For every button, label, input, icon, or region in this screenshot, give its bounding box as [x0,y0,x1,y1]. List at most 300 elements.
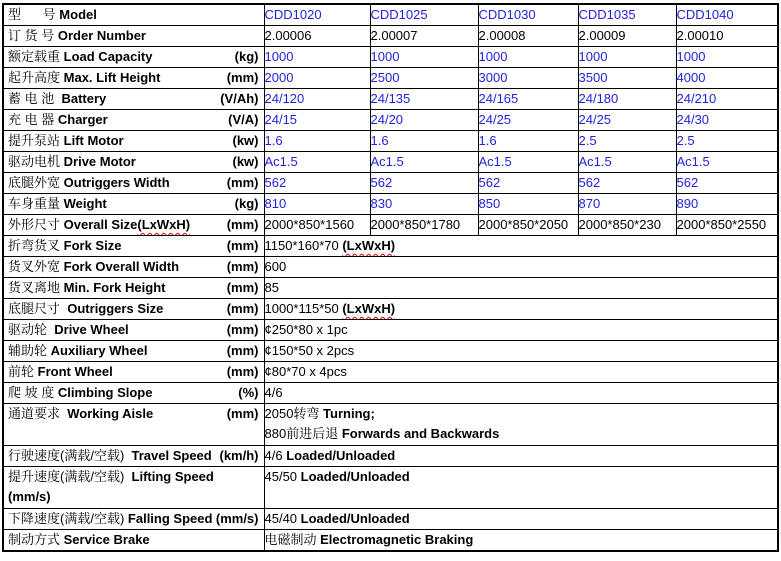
label-en: Lift Motor [63,133,124,148]
value-text: 24/210 [676,91,717,106]
value-cell [264,299,778,320]
row-label [3,194,264,215]
label-cn: 提升速度(满载/空载) [8,469,128,484]
value-text: CDD1040 [676,7,734,22]
table-row [3,383,778,404]
row-label-wrap [4,467,264,507]
value-segment: (LxWxH) [342,301,396,316]
value-cell [370,68,478,89]
label-unit: (mm) [226,322,259,337]
value-text: 2.5 [578,133,597,148]
row-label [3,152,264,173]
table-row [3,4,778,26]
row-label-wrap [4,530,264,550]
row-label [3,278,264,299]
value-cell [264,320,778,341]
label-unit: (mm) [226,175,259,190]
label-en: Travel Speed [131,448,212,463]
value-cell [676,110,778,131]
row-label [3,68,264,89]
label-en: Order Number [57,28,146,43]
row-label-text [8,68,160,88]
label-en: Model [59,7,97,22]
label-en: Falling Speed [127,511,213,526]
value-cell [676,194,778,215]
row-label-text [8,152,136,172]
value-text: 24/135 [370,91,411,106]
value-cell [676,4,778,26]
value-segment: ¢80*70 x 4pcs [264,364,347,379]
value-text: 3000 [478,70,508,85]
value-cell [264,26,370,47]
row-label [3,509,264,530]
value-text: 1.6 [370,133,389,148]
value-cell [264,404,778,446]
label-cn: 前轮 [8,364,35,379]
row-label-text [8,26,146,46]
row-label-wrap [4,509,264,529]
table-row [3,509,778,530]
value-cell [370,4,478,26]
value-text: 3500 [578,70,608,85]
value-segment: Electromagnetic Braking [320,532,474,547]
value-cell [264,89,370,110]
value-cell [264,257,778,278]
value-segment: Forwards and Backwards [341,426,500,441]
value-text: 2000*850*230 [578,217,661,232]
table-row [3,68,778,89]
row-label [3,47,264,68]
row-label-text [8,341,147,361]
value-text: 870 [578,196,601,211]
value-text: 2000 [264,70,294,85]
value-line [265,530,778,550]
value-text: Ac1.5 [370,154,404,169]
value-text: 24/15 [264,112,298,127]
label-unit: (mm/s) [215,511,259,526]
spec-table [2,3,779,552]
value-segment: 2050 [264,406,294,421]
table-row [3,131,778,152]
value-line [265,299,778,319]
label-en: Overall Size [63,217,138,232]
value-text: CDD1035 [578,7,636,22]
value-line [265,236,778,256]
row-label-text [8,530,150,550]
value-cell [478,131,578,152]
value-text: 2.00008 [478,28,526,43]
value-cell [676,89,778,110]
row-label-wrap [4,194,264,214]
label-unit: (mm) [226,70,259,85]
label-en: Max. Lift Height [63,70,161,85]
value-line [265,257,778,277]
value-segment: Loaded/Unloaded [300,469,410,484]
table-row [3,278,778,299]
table-row [3,299,778,320]
value-text: 2.00009 [578,28,626,43]
value-text: 2.00007 [370,28,418,43]
row-label-wrap [4,383,264,403]
label-cn: 车身重量 [8,196,61,211]
label-cn: 爬 坡 度 [8,385,55,400]
label-unit: (mm) [226,343,259,358]
label-unit: (mm) [226,364,259,379]
label-en: Battery [61,91,107,106]
row-label-wrap [4,299,264,319]
value-text: 1000 [264,49,294,64]
value-text: 1000 [578,49,608,64]
value-text: 1000 [676,49,706,64]
value-segment: 45/50 [264,469,301,484]
label-en: Weight [63,196,107,211]
row-label-wrap [4,152,264,172]
label-cn: 外形尺寸 [8,217,61,232]
spec-table-body [3,4,778,551]
label-en: Lifting Speed [131,469,214,484]
row-label-text [8,89,106,109]
row-label-wrap [4,362,264,382]
label-en: Front Wheel [37,364,113,379]
value-cell [676,215,778,236]
label-cn: 驱动电机 [8,154,61,169]
row-label [3,383,264,404]
value-text: Ac1.5 [676,154,710,169]
value-cell [370,26,478,47]
value-cell [264,509,778,530]
value-segment: 1150*160*70 [264,238,343,253]
value-text: Ac1.5 [264,154,298,169]
row-label-text [8,5,97,25]
value-cell [478,110,578,131]
value-segment: 转弯 [293,406,324,421]
value-cell [478,68,578,89]
label-cn: 行驶速度(满载/空载) [8,448,128,463]
value-cell [578,152,676,173]
row-label-text [8,404,153,424]
value-text: 890 [676,196,699,211]
table-row [3,341,778,362]
table-row [3,152,778,173]
value-text: 850 [478,196,501,211]
row-label [3,257,264,278]
value-segment: 4/6 [264,385,283,400]
value-cell [578,110,676,131]
label-unit: (mm) [226,301,259,316]
value-segment: Loaded/Unloaded [300,511,410,526]
value-cell [578,68,676,89]
row-label-text [8,446,212,466]
row-label-text [8,299,163,319]
table-row [3,173,778,194]
row-label [3,404,264,446]
table-row [3,110,778,131]
row-label-text [8,131,124,151]
label-cn: 货叉离地 [8,280,61,295]
table-row [3,446,778,467]
label-en: Drive Motor [63,154,136,169]
value-line [265,467,778,487]
value-text: 24/20 [370,112,404,127]
label-en: Climbing Slope [57,385,153,400]
row-label [3,530,264,552]
row-label [3,173,264,194]
value-cell [370,47,478,68]
value-text: 2.00006 [264,28,312,43]
value-line [265,383,778,403]
value-line [265,509,778,529]
row-label-wrap [4,47,264,67]
value-segment: Turning; [323,406,375,421]
value-line [265,320,778,340]
label-en: Charger [57,112,108,127]
label-unit: (%) [238,385,259,400]
value-segment: 45/40 [264,511,301,526]
label-en: Fork Size [63,238,122,253]
value-line [265,341,778,361]
value-cell [264,341,778,362]
value-line [265,362,778,382]
row-label [3,89,264,110]
table-row [3,26,778,47]
value-cell [370,152,478,173]
label-cn: 制动方式 [8,532,61,547]
value-text: 24/25 [578,112,612,127]
value-cell [370,131,478,152]
label-cn: 底腿外宽 [8,175,61,190]
value-text: 562 [264,175,287,190]
row-label-text [8,467,214,487]
value-segment: 1000*115*50 [264,301,343,316]
label-en: Drive Wheel [54,322,129,337]
value-cell [578,89,676,110]
row-label [3,362,264,383]
value-cell [264,194,370,215]
value-cell [264,110,370,131]
row-label-text [8,383,152,403]
label-unit: (kw) [232,133,259,148]
value-text: CDD1030 [478,7,536,22]
row-label-wrap [4,173,264,193]
row-label [3,341,264,362]
value-cell [676,152,778,173]
row-label [3,131,264,152]
table-row [3,404,778,446]
value-text: 2.00010 [676,28,724,43]
value-cell [578,173,676,194]
label-en: Load Capacity [63,49,153,64]
value-text: 2000*850*2550 [676,217,767,232]
table-row [3,530,778,552]
value-cell [370,173,478,194]
row-label-text [8,110,108,130]
label-cn: 通道要求 [8,406,64,421]
value-text: 24/25 [478,112,512,127]
value-cell [370,215,478,236]
table-row [3,89,778,110]
label-cn: 额定载重 [8,49,61,64]
label-unit: (kg) [234,196,259,211]
row-label [3,110,264,131]
row-label-wrap [4,89,264,109]
value-text: 2000*850*1560 [264,217,355,232]
value-text: 24/165 [478,91,519,106]
value-cell [264,467,778,509]
value-cell [578,4,676,26]
label-cn: 下降速度(满载/空载) [8,511,125,526]
row-label [3,320,264,341]
value-cell [578,47,676,68]
row-label-wrap [4,404,264,424]
value-text: 1.6 [478,133,497,148]
value-cell [264,236,778,257]
row-label [3,467,264,509]
value-cell [264,131,370,152]
value-text: 2000*850*2050 [478,217,569,232]
row-label-wrap [4,110,264,130]
table-row [3,467,778,509]
row-label [3,215,264,236]
row-label [3,26,264,47]
row-label-text [8,320,129,340]
label-cn: 型 号 [8,7,56,22]
value-cell [478,173,578,194]
value-text: 562 [578,175,601,190]
row-label-wrap [4,320,264,340]
label-unit: (mm) [226,406,259,421]
value-segment: 4/6 [264,448,287,463]
row-label-wrap [4,5,264,25]
label-en: Outriggers Width [63,175,170,190]
row-label [3,299,264,320]
table-row [3,194,778,215]
value-cell [478,47,578,68]
value-text: 2500 [370,70,400,85]
table-row [3,215,778,236]
label-unit: (V/Ah) [220,91,259,106]
value-text: Ac1.5 [478,154,512,169]
label-en: Fork Overall Width [63,259,180,274]
value-text: 562 [478,175,501,190]
label-en: Auxiliary Wheel [50,343,148,358]
label-unit: (mm) [226,259,259,274]
value-cell [478,4,578,26]
label-unit: (kw) [232,154,259,169]
label-unit: (km/h) [219,448,259,463]
value-text: 1000 [478,49,508,64]
value-cell [578,194,676,215]
table-row [3,236,778,257]
row-label-text [8,215,190,235]
value-cell [264,173,370,194]
label-unit: (V/A) [228,112,259,127]
value-text: 1000 [370,49,400,64]
value-segment: 电磁制动 [264,532,321,547]
value-line [265,404,778,424]
row-label-text [8,257,179,277]
value-segment: (LxWxH) [342,238,396,253]
row-label [3,4,264,26]
value-segment: 前进后退 [286,426,342,441]
value-cell [676,173,778,194]
row-label-text [8,278,165,298]
label-unit: (mm/s) [8,489,51,504]
value-cell [478,194,578,215]
value-text: CDD1025 [370,7,428,22]
value-text: 4000 [676,70,706,85]
label-cn: 蓄 电 池 [8,91,58,106]
label-cn: 订 货 号 [8,28,55,43]
row-label-text [8,194,107,214]
value-cell [578,26,676,47]
value-cell [478,26,578,47]
value-cell [676,26,778,47]
row-label-text [8,509,212,529]
value-cell [478,152,578,173]
label-cn: 提升泵站 [8,133,61,148]
value-text: 562 [370,175,393,190]
value-segment: ¢150*50 x 2pcs [264,343,355,358]
value-text: 2000*850*1780 [370,217,461,232]
label-cn: 货叉外宽 [8,259,61,274]
row-label-wrap [4,236,264,256]
label-unit: (mm) [226,238,259,253]
value-line [265,278,778,298]
row-label-text [8,236,121,256]
value-cell [264,383,778,404]
value-segment: 880 [264,426,287,441]
label-en: Service Brake [63,532,150,547]
value-text: 830 [370,196,393,211]
value-cell [264,278,778,299]
value-cell [370,194,478,215]
table-row [3,47,778,68]
value-text: 24/120 [264,91,305,106]
row-label-wrap [4,26,264,46]
row-label-text [8,362,113,382]
value-cell [676,131,778,152]
label-cn: 底腿尺寸 [8,301,64,316]
row-label-wrap [4,446,264,466]
value-text: 1.6 [264,133,283,148]
row-label-wrap [4,131,264,151]
value-text: 24/30 [676,112,710,127]
value-text: CDD1020 [264,7,322,22]
row-label-wrap [4,68,264,88]
label-en: Working Aisle [67,406,154,421]
label-en: Min. Fork Height [63,280,166,295]
row-label [3,446,264,467]
value-cell [370,89,478,110]
row-label [3,236,264,257]
value-cell [264,362,778,383]
table-row [3,362,778,383]
value-segment: 600 [264,259,287,274]
label-unit: (mm) [226,280,259,295]
value-cell [264,446,778,467]
value-cell [264,4,370,26]
label-cn: 驱动轮 [8,322,51,337]
value-cell [478,215,578,236]
row-label-text [8,173,170,193]
value-segment: Loaded/Unloaded [286,448,396,463]
value-cell [264,152,370,173]
value-cell [578,215,676,236]
row-label-wrap [4,278,264,298]
value-cell [264,47,370,68]
table-row [3,320,778,341]
value-cell [578,131,676,152]
